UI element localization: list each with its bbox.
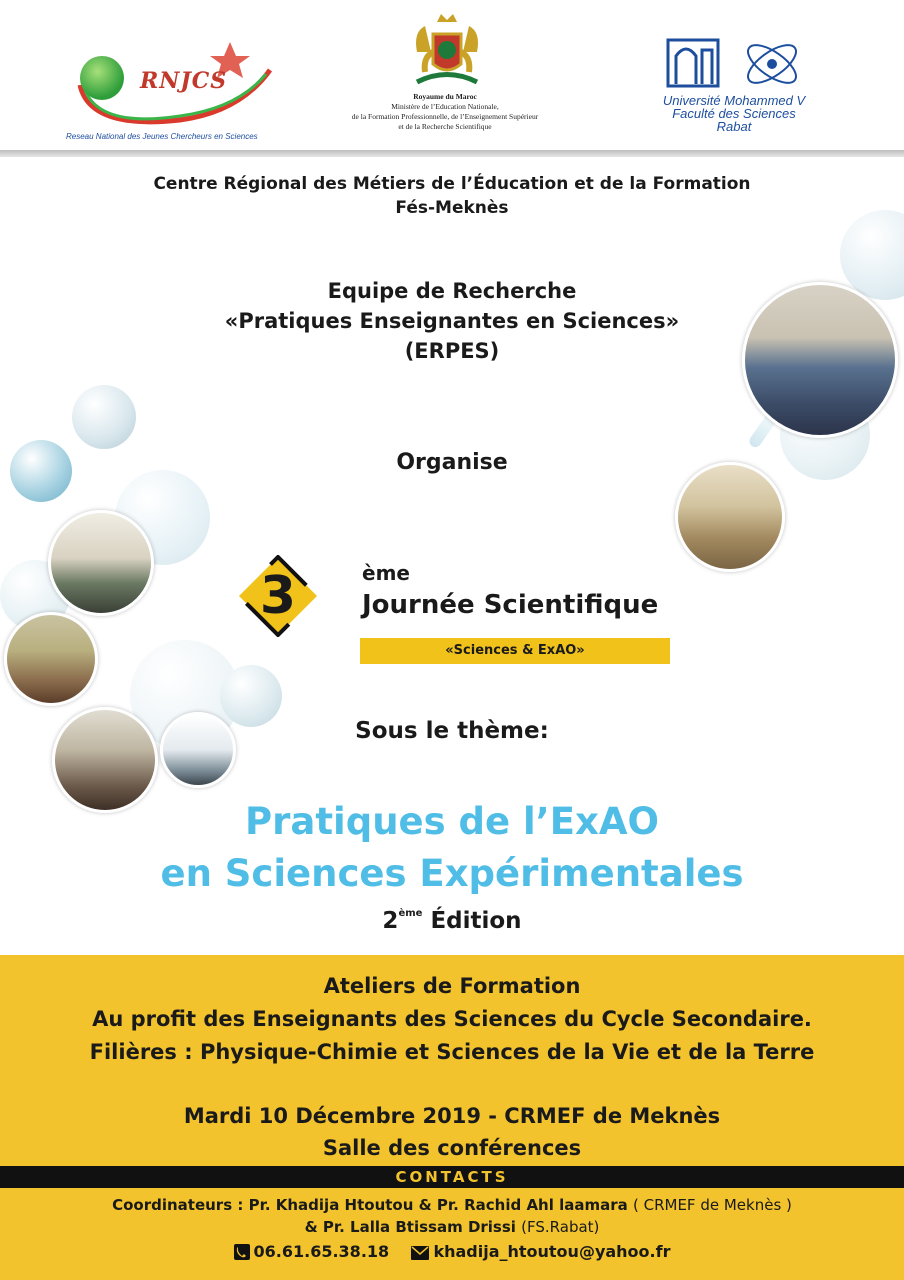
coordinators	[0, 1194, 904, 1238]
header-divider	[0, 150, 904, 157]
event-title: Journée Scientifique	[362, 590, 659, 620]
theme-line: Pratiques de l’ExAO	[245, 800, 659, 843]
ministry-line: de la Formation Professionnelle, de l’Enseignement Supérieur	[351, 112, 539, 121]
ministry-line: Ministère de l’Education Nationale,	[391, 102, 499, 111]
rnjcs-logo-text: RNJCS	[140, 68, 228, 94]
team-acronym: (ERPES)	[404, 339, 500, 363]
edition-number: 2	[382, 908, 399, 934]
university-line: Rabat	[716, 119, 752, 134]
rnjcs-subtitle: Reseau National des Jeunes Chercheurs en Sciences	[66, 132, 258, 141]
coordinator-affiliation: (FS.Rabat)	[521, 1218, 600, 1236]
photo-presentation	[4, 612, 98, 706]
workshop-title: Ateliers de Formation	[323, 974, 581, 998]
organise-label: Organise	[396, 450, 508, 475]
event-number-suffix: ème	[362, 561, 410, 585]
university-logo	[664, 36, 814, 92]
coordinators-line-2	[0, 1216, 904, 1238]
header	[0, 0, 904, 150]
coordinators-names: Coordinateurs : Pr. Khadija Htoutou & Pr. Rachid Ahl laamara	[112, 1196, 628, 1214]
workshop-tracks: Filières : Physique-Chimie et Sciences de la Vie et de la Terre	[89, 1040, 815, 1064]
team-label: Equipe de Recherche	[327, 279, 577, 303]
university-line: Faculté des Sciences	[672, 106, 796, 121]
ministry-line: et de la Recherche Scientifique	[398, 122, 492, 131]
ministry-text	[300, 92, 590, 132]
event-number: 3	[259, 566, 297, 626]
event-subtitle: «Sciences & ExAO»	[360, 638, 670, 664]
event-date: Mardi 10 Décembre 2019 - CRMEF de Meknès	[183, 1104, 721, 1128]
institution-block	[0, 172, 904, 220]
email-address[interactable]: khadija_htoutou@yahoo.fr	[433, 1242, 671, 1261]
phone-number[interactable]: 06.61.65.38.18	[253, 1242, 390, 1261]
coordinators-affiliation: ( CRMEF de Meknès )	[633, 1196, 792, 1214]
edition-sup: ème	[398, 908, 423, 919]
contacts-title: CONTACTS	[395, 1168, 509, 1186]
workshop-block	[0, 970, 904, 1069]
edition-label	[0, 908, 904, 934]
institution-region: Fés-Meknès	[395, 198, 509, 218]
edition-word: Édition	[430, 908, 522, 934]
email-icon	[411, 1246, 429, 1260]
team-block	[0, 276, 904, 366]
contact-details	[0, 1240, 904, 1264]
university-line: Université Mohammed V	[662, 93, 806, 108]
photo-conference	[48, 510, 154, 616]
coordinators-line-1	[0, 1194, 904, 1216]
theme-line: en Sciences Expérimentales	[160, 852, 744, 895]
molecule-sphere	[72, 385, 136, 449]
event-room: Salle des conférences	[322, 1136, 582, 1160]
team-name: «Pratiques Enseignantes en Sciences»	[224, 309, 680, 333]
coat-of-arms-emblem	[405, 12, 490, 87]
workshop-audience: Au profit des Enseignants des Sciences du Cycle Secondaire.	[92, 1007, 812, 1031]
coordinator-name: & Pr. Lalla Btissam Drissi	[304, 1218, 516, 1236]
theme-label: Sous le thème:	[355, 718, 549, 744]
theme-title	[0, 796, 904, 900]
institution-name: Centre Régional des Métiers de l’Éducation et de la Formation	[153, 174, 751, 194]
date-block	[0, 1100, 904, 1164]
phone-icon	[234, 1244, 250, 1260]
ministry-line: Royaume du Maroc	[413, 92, 477, 101]
photo-monument	[675, 462, 785, 572]
university-text	[624, 94, 844, 133]
